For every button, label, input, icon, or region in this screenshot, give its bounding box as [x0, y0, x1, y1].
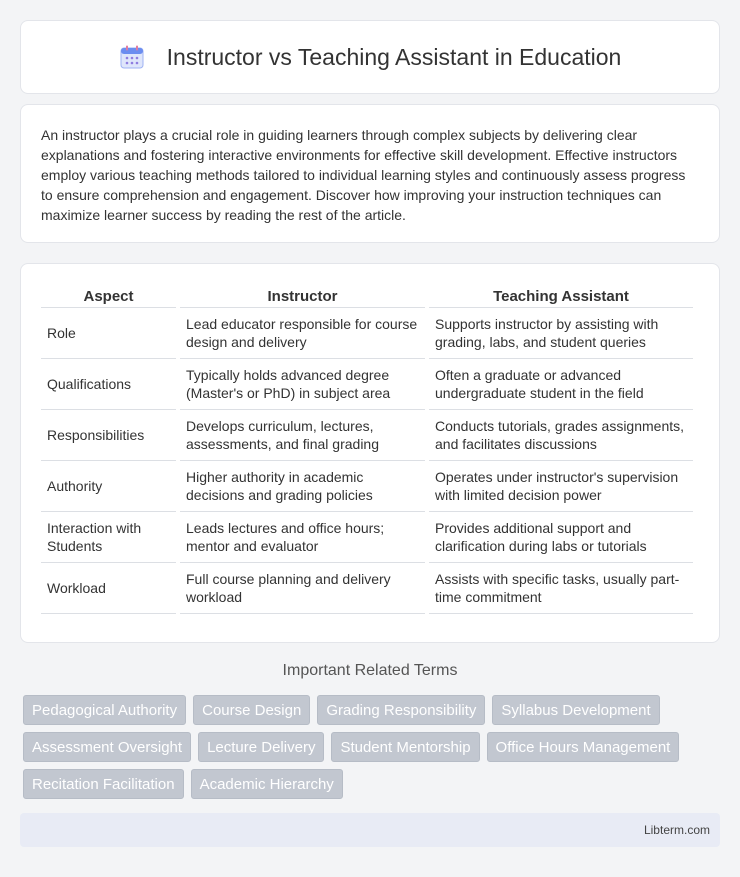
table-row: [41, 512, 693, 563]
cell-aspect: Role: [41, 308, 176, 359]
header-instructor: Instructor: [180, 284, 425, 308]
cell-aspect: Responsibilities: [41, 410, 176, 461]
cell-teaching-assistant: Supports instructor by assisting with grading, labs, and student queries: [429, 308, 693, 359]
table-row: [41, 359, 693, 410]
header-teaching-assistant: Teaching Assistant: [429, 284, 693, 308]
footer-site-link[interactable]: Libterm.com: [643, 823, 710, 837]
intro-card: [20, 104, 720, 243]
related-terms-title: Important Related Terms: [282, 662, 458, 679]
related-term-tag[interactable]: Recitation Facilitation: [23, 769, 184, 799]
title-card: [20, 20, 720, 94]
cell-teaching-assistant: Conducts tutorials, grades assignments, and facilitates discussions: [429, 410, 693, 461]
cell-aspect: Qualifications: [41, 359, 176, 410]
intro-paragraph: An instructor plays a crucial role in guiding learners through complex subjects by delivering clear explanations and fostering interactive environments for effective skill development. Effective instructors employ various teaching methods tailored to individual learning styles and continuously assess progress to ensure comprehension and engagement. Discover how improving your instruction techniques can maximize learner success by reading the rest of the article.: [41, 127, 686, 223]
cell-instructor: Leads lectures and office hours; mentor and evaluator: [180, 512, 425, 563]
cell-aspect: Interaction with Students: [41, 512, 176, 563]
cell-teaching-assistant: Provides additional support and clarification during labs or tutorials: [429, 512, 693, 563]
cell-teaching-assistant: Assists with specific tasks, usually part-time commitment: [429, 563, 693, 614]
related-term-tag[interactable]: Pedagogical Authority: [23, 695, 186, 725]
related-term-tag[interactable]: Grading Responsibility: [317, 695, 485, 725]
comparison-table-card: [20, 263, 720, 643]
cell-teaching-assistant: Often a graduate or advanced undergraduate student in the field: [429, 359, 693, 410]
table-row: [41, 308, 693, 359]
cell-aspect: Authority: [41, 461, 176, 512]
related-term-tag[interactable]: Academic Hierarchy: [191, 769, 343, 799]
table-header-row: [41, 284, 693, 308]
cell-instructor: Develops curriculum, lectures, assessments, and final grading: [180, 410, 425, 461]
related-term-tag[interactable]: Student Mentorship: [331, 732, 479, 762]
table-row: [41, 461, 693, 512]
related-term-tag[interactable]: Office Hours Management: [487, 732, 680, 762]
cell-instructor: Higher authority in academic decisions and grading policies: [180, 461, 425, 512]
related-term-tag[interactable]: Course Design: [193, 695, 310, 725]
related-term-tag[interactable]: Assessment Oversight: [23, 732, 191, 762]
cell-aspect: Workload: [41, 563, 176, 614]
related-term-tag[interactable]: Syllabus Development: [492, 695, 659, 725]
cell-teaching-assistant: Operates under instructor's supervision with limited decision power: [429, 461, 693, 512]
comparison-table: [37, 284, 697, 614]
page-title: Instructor vs Teaching Assistant in Education: [166, 43, 622, 70]
related-term-tag[interactable]: Lecture Delivery: [198, 732, 324, 762]
table-row: [41, 563, 693, 614]
header-aspect: Aspect: [41, 284, 176, 308]
calendar-icon: [119, 44, 145, 70]
cell-instructor: Typically holds advanced degree (Master's or PhD) in subject area: [180, 359, 425, 410]
cell-instructor: Full course planning and delivery workload: [180, 563, 425, 614]
footer: [20, 813, 720, 847]
cell-instructor: Lead educator responsible for course design and delivery: [180, 308, 425, 359]
table-row: [41, 410, 693, 461]
related-terms-list: [23, 695, 723, 799]
